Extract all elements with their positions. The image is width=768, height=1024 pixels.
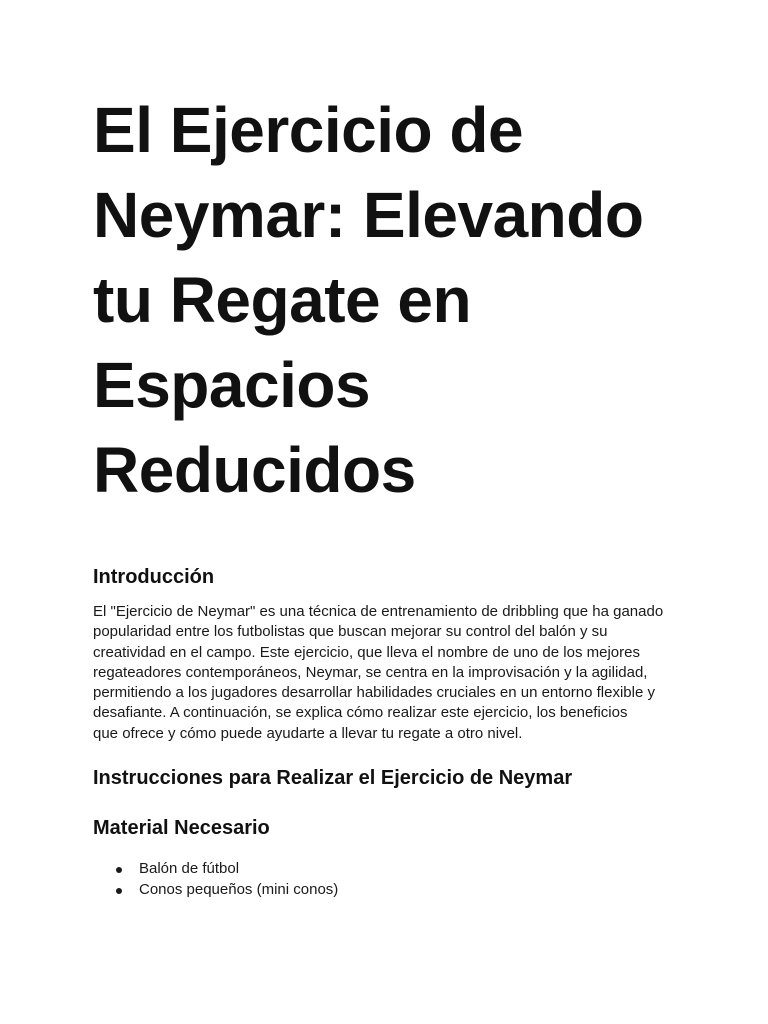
intro-heading: Introducción <box>93 566 215 588</box>
paragraph-line: creatividad en el campo. Este ejercicio, que lleva el nombre de uno de los mejores <box>93 643 640 661</box>
list-item-text: Balón de fútbol <box>139 860 240 877</box>
list-item <box>93 880 338 901</box>
title-line: Neymar: Elevando <box>93 179 644 251</box>
paragraph-line: El "Ejercicio de Neymar" es una técnica de entrenamiento de dribbling que ha ganado <box>93 603 664 620</box>
paragraph-line: regateadores contemporáneos, Neymar, se centra en la improvisación y la agilidad, <box>93 663 648 681</box>
intro-paragraph <box>93 602 679 744</box>
paragraph-line: permitiendo a los jugadores desarrollar habilidades cruciales en un entorno flexible y <box>93 684 655 702</box>
paragraph-line: popularidad entre los futbolistas que buscan mejorar su control del balón y su <box>93 623 608 641</box>
material-list <box>93 859 338 900</box>
bullet-icon <box>116 888 122 894</box>
material-heading: Material Necesario <box>93 817 270 839</box>
title-line: tu Regate en <box>93 264 472 336</box>
paragraph-line: desafiante. A continuación, se explica cómo realizar este ejercicio, los beneficios <box>93 704 628 722</box>
bullet-icon <box>116 867 122 873</box>
instructions-heading: Instrucciones para Realizar el Ejercicio de Neymar <box>93 767 573 789</box>
title-line: Espacios <box>93 349 371 421</box>
document-page <box>93 88 683 898</box>
title-line: El Ejercicio de <box>93 94 524 166</box>
list-item-text: Conos pequeños (mini conos) <box>139 880 339 898</box>
paragraph-line: que ofrece y cómo puede ayudarte a llevar tu regate a otro nivel. <box>93 724 523 742</box>
title-line: Reducidos <box>93 434 416 506</box>
document-title <box>93 88 683 513</box>
list-item <box>93 859 338 880</box>
